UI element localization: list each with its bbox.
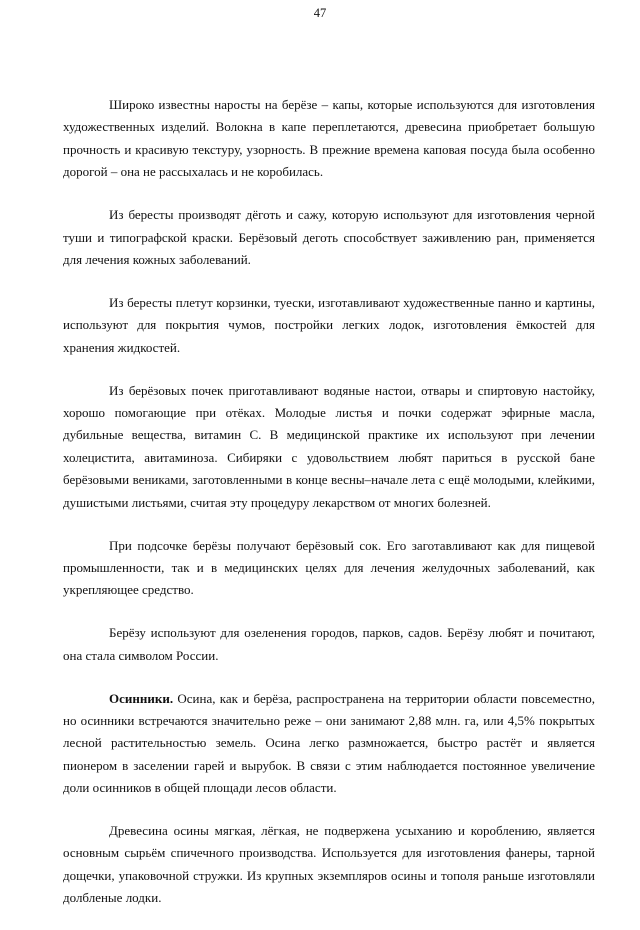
- paragraph-birch-sap: При подсочке берёзы получают берёзовый сок. Его заготавливают как для пищевой промышленности, так и в медицинских целях для лечения желудочных заболеваний, как укрепляющее средство.: [63, 537, 595, 598]
- page-number: 47: [313, 6, 327, 20]
- paragraph-birch-buds: Из берёзовых почек приготавливают водяные настои, отвары и спиртовую настойку, хорошо помогающие при отёках. Молодые листья и почки содержат эфирные масла, дубильные вещества, витамин С. В медицинской практике их используют при лечении холецистита, авитаминоза. Сибиряки с удовольствием любят париться в русской бане берёзовыми вениками, заготовленными в конце весны–начале лета с ещё молодыми, клейкими, душистыми листьями, считая эту процедуру лекарством от многих болезней.: [63, 382, 595, 510]
- paragraph-aspen-text: Осина, как и берёза, распространена на территории области повсеместно, но осинники встречаются значительно реже – они занимают 2,88 млн. га, или 4,5% покрытых лесной растительностью земель. Осина легко размножается, быстро растёт и является пионером в заселении гарей и вырубок. В связи с этим наблюдается постоянное увеличение доли осинников в общей площади лесов области.: [63, 690, 595, 796]
- paragraph-aspen-wood: Древесина осины мягкая, лёгкая, не подвержена усыханию и короблению, является основным сырьём спичечного производства. Используется для изготовления фанеры, тарной дощечки, упаковочной стружки. Из крупных экземпляров осины и тополя раньше изготовляли долбленые лодки.: [63, 823, 595, 906]
- paragraph-kapy: Широко известны наросты на берёзе – капы, которые используются для изготовления художественных изделий. Волокна в капе переплетаются, древесина приобретает большую прочность и красивую текстуру, узорность. В прежние времена каповая посуда была особенно дорогой – она не рассыхалась и не коробилась.: [63, 97, 595, 180]
- body-text: [63, 94, 595, 930]
- paragraph-beresta-crafts: Из бересты плетут корзинки, туески, изготавливают художественные панно и картины, используют для покрытия чумов, постройки легких лодок, изготовления ёмкостей для хранения жидкостей.: [63, 294, 595, 355]
- paragraph-beresta-degot: Из бересты производят дёготь и сажу, которую используют для изготовления черной туши и типографской краски. Берёзовый деготь способствует заживлению ран, применяется для лечения кожных заболеваний.: [63, 207, 595, 267]
- paragraph-birch-symbol: Берёзу используют для озеленения городов, парков, садов. Берёзу любят и почитают, она стала символом России.: [63, 625, 595, 663]
- section-heading-aspen: Осинники.: [109, 690, 174, 706]
- paragraph-aspen: [63, 688, 595, 800]
